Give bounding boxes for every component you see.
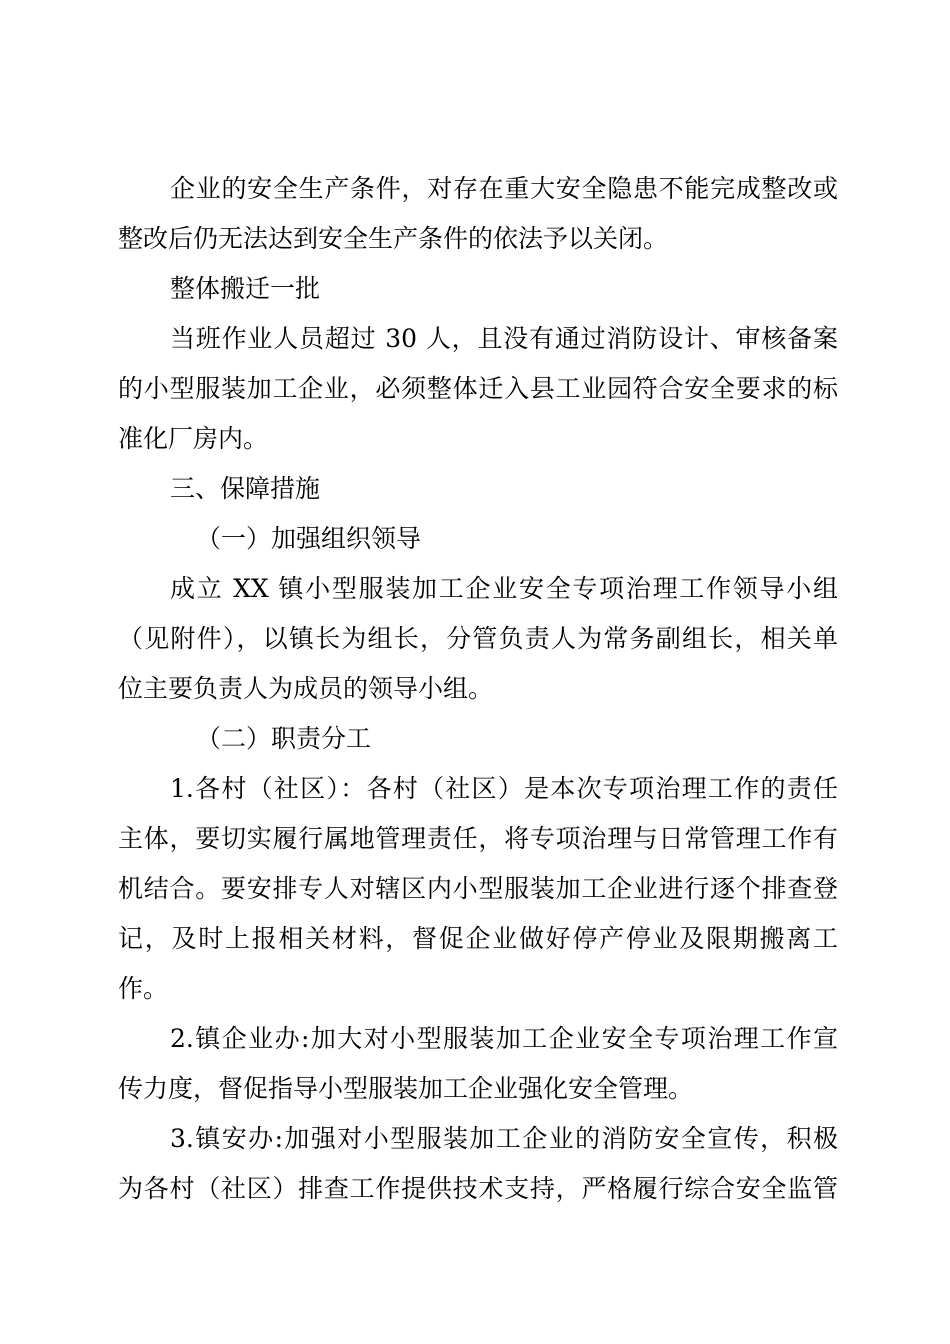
paragraph-line: 作。 [118, 974, 169, 1003]
paragraph-line: 为各村（社区）排查工作提供技术支持，严格履行综合安全监管 [118, 1174, 838, 1203]
paragraph-line: 传力度，督促指导小型服装加工企业强化安全管理。 [118, 1074, 694, 1103]
paragraph-line: 位主要负责人为成员的领导小组。 [118, 674, 494, 703]
subsection-heading: （二）职责分工 [196, 724, 372, 753]
paragraph-line: 3.镇安办:加强对小型服装加工企业的消防安全宣传，积极 [170, 1124, 838, 1153]
section-heading: 整体搬迁一批 [170, 274, 321, 303]
paragraph-line: 当班作业人员超过 30 人，且没有通过消防设计、审核备案 [170, 324, 838, 353]
paragraph-line: 机结合。要安排专人对辖区内小型服装加工企业进行逐个排查登 [118, 874, 838, 903]
paragraph-line: 记，及时上报相关材料，督促企业做好停产停业及限期搬离工 [118, 924, 838, 953]
paragraph-line: 1.各村（社区）：各村（社区）是本次专项治理工作的责任 [170, 774, 838, 803]
paragraph-line: （见附件），以镇长为组长，分管负责人为常务副组长，相关单 [118, 624, 838, 653]
paragraph-line: 主体，要切实履行属地管理责任，将专项治理与日常管理工作有 [118, 824, 838, 853]
subsection-heading: （一）加强组织领导 [196, 524, 422, 553]
paragraph-line: 准化厂房内。 [118, 424, 269, 453]
section-heading: 三、保障措施 [170, 474, 321, 503]
paragraph-line: 2.镇企业办:加大对小型服装加工企业安全专项治理工作宣 [170, 1024, 838, 1053]
paragraph-line: 企业的安全生产条件，对存在重大安全隐患不能完成整改或 [170, 174, 838, 203]
paragraph-line: 的小型服装加工企业，必须整体迁入县工业园符合安全要求的标 [118, 374, 838, 403]
paragraph-line: 成立 XX 镇小型服装加工企业安全专项治理工作领导小组 [170, 574, 838, 603]
paragraph-line: 整改后仍无法达到安全生产条件的依法予以关闭。 [118, 224, 669, 253]
